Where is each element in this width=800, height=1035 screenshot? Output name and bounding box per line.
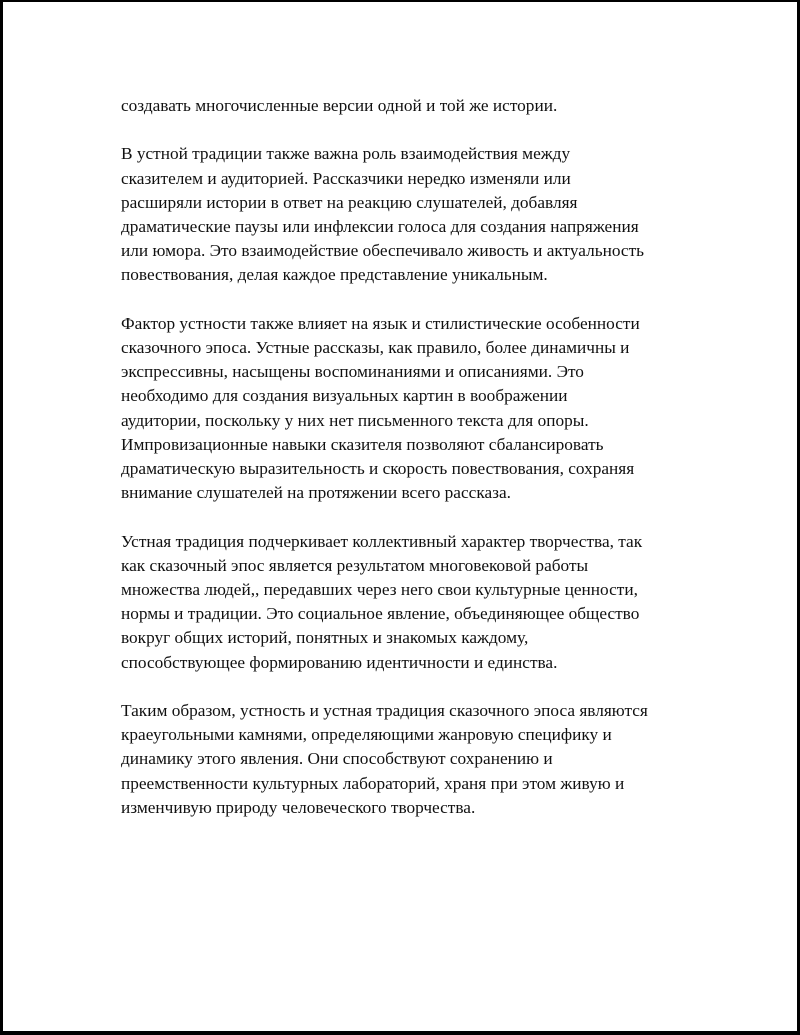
text-line: Фактор устности также влияет на язык и стилистические особенности	[121, 313, 640, 333]
text-line: или юмора. Это взаимодействие обеспечивало живость и актуальность	[121, 241, 645, 261]
text-line: Устная традиция подчеркивает коллективный характер творчества, так	[121, 531, 643, 551]
text-line: драматические паузы или инфлексии голоса для создания напряжения	[121, 217, 639, 236]
text-line: аудитории, поскольку у них нет письменного текста для опоры.	[121, 410, 589, 430]
document-body	[121, 94, 701, 844]
text-line: создавать многочисленные версии одной и той же истории.	[121, 96, 558, 115]
text-line: сказочного эпоса. Устные рассказы, как правило, более динамичны и	[121, 338, 630, 357]
text-line: Таким образом, устность и устная традиция сказочного эпоса являются	[121, 701, 648, 721]
paragraph	[121, 699, 701, 820]
text-line: драматическую выразительность и скорость повествования, сохраняя	[121, 459, 635, 479]
text-line: необходимо для создания визуальных картин в воображении	[121, 386, 568, 406]
text-line: экспрессивны, насыщены воспоминаниями и описаниями. Это	[121, 362, 584, 382]
text-line: вокруг общих историй, понятных и знакомых каждому,	[121, 628, 529, 648]
text-line: способствующее формированию идентичности и единства.	[121, 652, 558, 672]
text-line: динамику этого явления. Они способствуют сохранению и	[121, 749, 553, 769]
text-line: В устной традиции также важна роль взаимодействия между	[121, 144, 571, 164]
text-line: расширяли истории в ответ на реакцию слушателей, добавляя	[121, 192, 578, 212]
text-line: краеугольными камнями, определяющими жанровую специфику и	[121, 725, 612, 745]
text-line: как сказочный эпос является результатом многовековой работы	[121, 555, 589, 575]
text-line: Импровизационные навыки сказителя позволяют сбалансировать	[121, 434, 604, 454]
paragraph	[121, 142, 701, 287]
text-line: сказителем и аудиторией. Рассказчики нередко изменяли или	[121, 168, 571, 188]
paragraph	[121, 312, 701, 506]
paragraph	[121, 94, 701, 118]
text-line: изменчивую природу человеческого творчества.	[121, 797, 476, 817]
paragraph	[121, 530, 701, 675]
text-line: преемственности культурных лабораторий, храня при этом живую и	[121, 773, 625, 793]
text-line: нормы и традиции. Это социальное явление, объединяющее общество	[121, 604, 640, 624]
text-line: внимание слушателей на протяжении всего рассказа.	[121, 483, 511, 503]
text-line: повествования, делая каждое представление уникальным.	[121, 265, 548, 285]
text-line: множества людей,, передавших через него свои культурные ценности,	[121, 580, 638, 600]
